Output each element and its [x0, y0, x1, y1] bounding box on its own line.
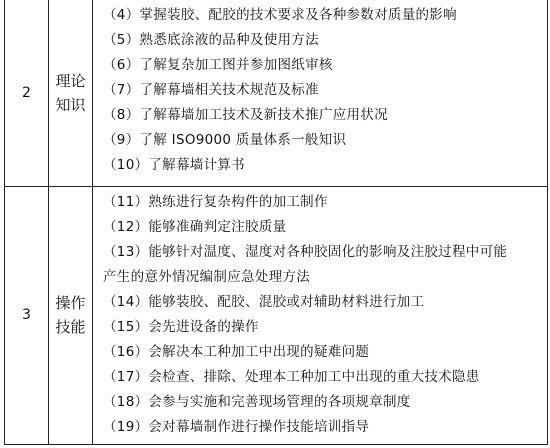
list-item: （7）了解幕墙相关技术规范及标准 [103, 82, 319, 98]
list-item: （4）掌握装胶、配胶的技术要求及各种参数对质量的影响 [103, 7, 457, 23]
list-item: （10）了解幕墙计算书 [103, 157, 245, 173]
list-item: （5）熟悉底涂液的品种及使用方法 [103, 32, 319, 48]
row-category [49, 186, 93, 444]
row-category [49, 0, 93, 186]
list-item: （19）会对幕墙制作进行操作技能培训指导 [103, 418, 370, 435]
category-line: 技能 [55, 318, 86, 336]
row-number: 2 [5, 0, 49, 186]
list-item: （13）能够针对温度、湿度对各种胶固化的影响及注胶过程中可能 [103, 243, 508, 260]
row-number: 3 [5, 186, 49, 444]
requirements-table [4, 0, 548, 445]
list-item: （12）能够准确判定注胶质量 [103, 218, 287, 235]
row-content [93, 186, 548, 444]
list-item: （17）会检查、排除、处理本工种加工中出现的重大技术隐患 [103, 368, 480, 385]
requirements-table-container [4, 0, 547, 445]
table-row-theory [5, 0, 548, 186]
list-item: （16）会解决本工种加工中出现的疑难问题 [103, 343, 370, 360]
category-line: 操作 [55, 294, 86, 312]
list-item: （9）了解 ISO9000 质量体系一般知识 [103, 132, 347, 148]
list-item: （11）熟练进行复杂构件的加工制作 [103, 193, 328, 210]
row-content [93, 0, 548, 186]
category-line: 知识 [55, 95, 86, 114]
list-item: （14）能够装胶、配胶、混胶或对辅助材料进行加工 [103, 293, 425, 310]
list-item: （15）会先进设备的操作 [103, 318, 259, 335]
list-item-continuation: 产生的意外情况编制应急处理方法 [103, 268, 310, 285]
table-row-skills [5, 186, 548, 444]
list-item: （6）了解复杂加工图并参加图纸审核 [103, 57, 333, 73]
list-item: （18）会参与实施和完善现场管理的各项规章制度 [103, 393, 411, 410]
category-line: 理论 [55, 71, 86, 90]
list-item: （8）了解幕墙加工技术及新技术推广应用状况 [103, 107, 388, 123]
